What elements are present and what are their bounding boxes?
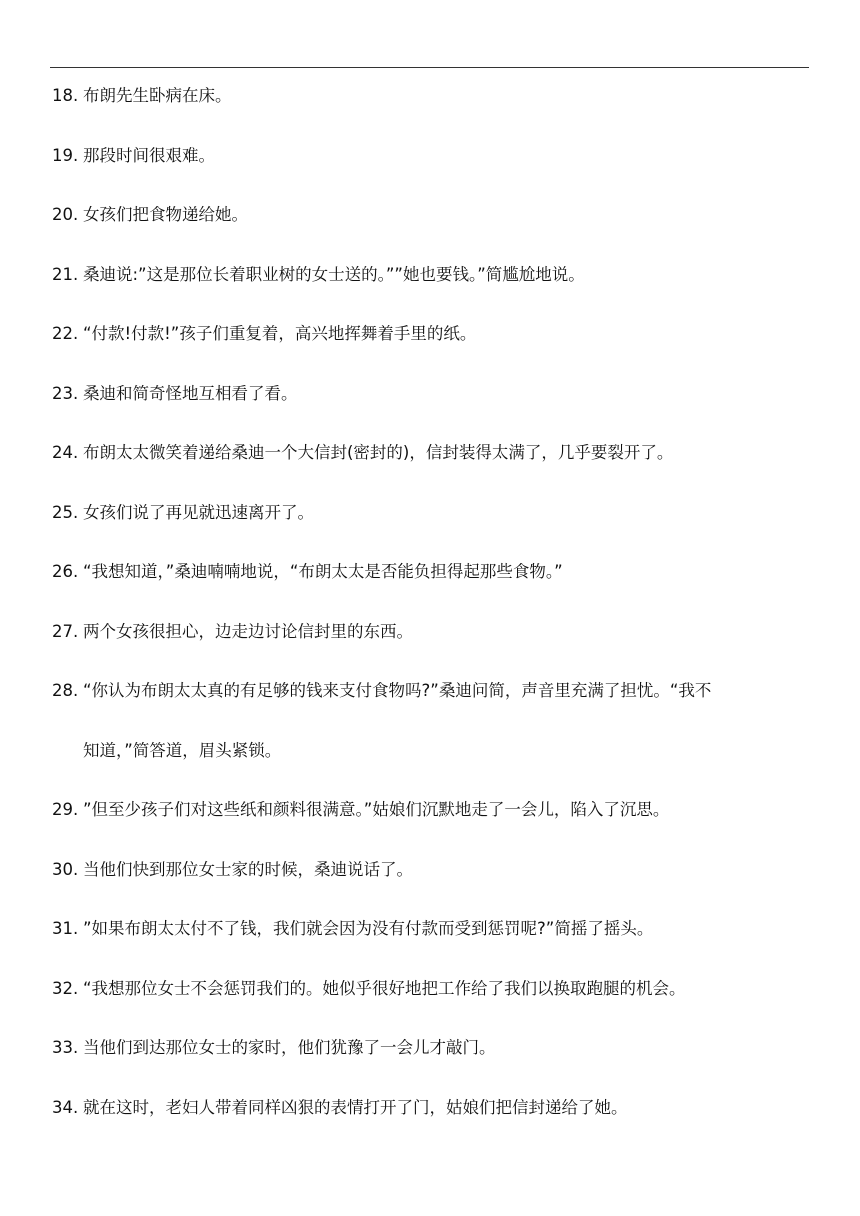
list-item [52, 483, 812, 543]
list-item [52, 840, 812, 900]
list-item [52, 66, 812, 126]
list-item [52, 185, 812, 245]
item-text: 那段时间很艰难。 [83, 145, 215, 165]
list-item [52, 304, 812, 364]
item-text: ”如果布朗太太付不了钱，我们就会因为没有付款而受到惩罚呢?”简摇了摇头。 [83, 919, 654, 938]
item-number: 18. [52, 86, 79, 105]
item-text: “我想知道，”桑迪喃喃地说，“布朗太太是否能负担得起那些食物。” [83, 562, 563, 581]
item-number: 27. [52, 621, 79, 641]
item-number: 23. [52, 383, 79, 403]
list-item [52, 364, 812, 424]
item-number: 26. [52, 562, 79, 581]
item-text: 布朗先生卧病在床。 [83, 86, 232, 105]
list-item [52, 899, 812, 959]
item-number: 31. [52, 919, 79, 938]
item-number: 33. [52, 1038, 79, 1057]
item-text: “付款!付款!”孩子们重复着，高兴地挥舞着手里的纸。 [83, 324, 477, 343]
item-number: 28. [52, 681, 79, 700]
item-text-continued: 知道，”简答道，眉头紧锁。 [83, 740, 282, 760]
item-number: 19. [52, 145, 79, 165]
list-item [52, 1078, 812, 1138]
item-text: “你认为布朗太太真的有足够的钱来支付食物吗?”桑迪问简，声音里充满了担忧。“我不 [83, 681, 712, 700]
item-text: “我想那位女士不会惩罚我们的。她似乎很好地把工作给了我们以换取跑腿的机会。 [83, 978, 686, 998]
item-number: 34. [52, 1097, 79, 1117]
list-item [52, 780, 812, 840]
item-text: 就在这时，老妇人带着同样凶狠的表情打开了门，姑娘们把信封递给了她。 [83, 1097, 628, 1117]
document-body [52, 66, 812, 1137]
list-item [52, 245, 812, 305]
item-number: 24. [52, 443, 79, 462]
item-number: 21. [52, 264, 79, 284]
item-number: 20. [52, 205, 79, 224]
item-number: 32. [52, 978, 79, 998]
list-item [52, 959, 812, 1019]
item-text: 女孩们把食物递给她。 [83, 205, 248, 224]
item-text: 女孩们说了再见就迅速离开了。 [83, 502, 314, 522]
item-text: 当他们快到那位女士家的时候，桑迪说话了。 [83, 859, 413, 879]
item-text: 桑迪和简奇怪地互相看了看。 [83, 383, 298, 403]
item-number: 22. [52, 324, 79, 343]
item-text: 桑迪说:”这是那位长着职业树的女士送的。””她也要钱。”简尴尬地说。 [83, 264, 585, 284]
item-number: 30. [52, 859, 79, 879]
list-item [52, 542, 812, 602]
item-text: ”但至少孩子们对这些纸和颜料很满意。”姑娘们沉默地走了一会儿，陷入了沉思。 [83, 800, 670, 819]
item-text: 布朗太太微笑着递给桑迪一个大信封(密封的)，信封装得太满了，几乎要裂开了。 [83, 443, 674, 462]
list-item [52, 661, 812, 780]
list-item [52, 1018, 812, 1078]
item-text: 当他们到达那位女士的家时，他们犹豫了一会儿才敲门。 [83, 1038, 496, 1057]
item-text: 两个女孩很担心，边走边讨论信封里的东西。 [83, 621, 413, 641]
item-number: 29. [52, 800, 79, 819]
item-number: 25. [52, 502, 79, 522]
list-item [52, 602, 812, 662]
list-item [52, 423, 812, 483]
list-item [52, 126, 812, 186]
